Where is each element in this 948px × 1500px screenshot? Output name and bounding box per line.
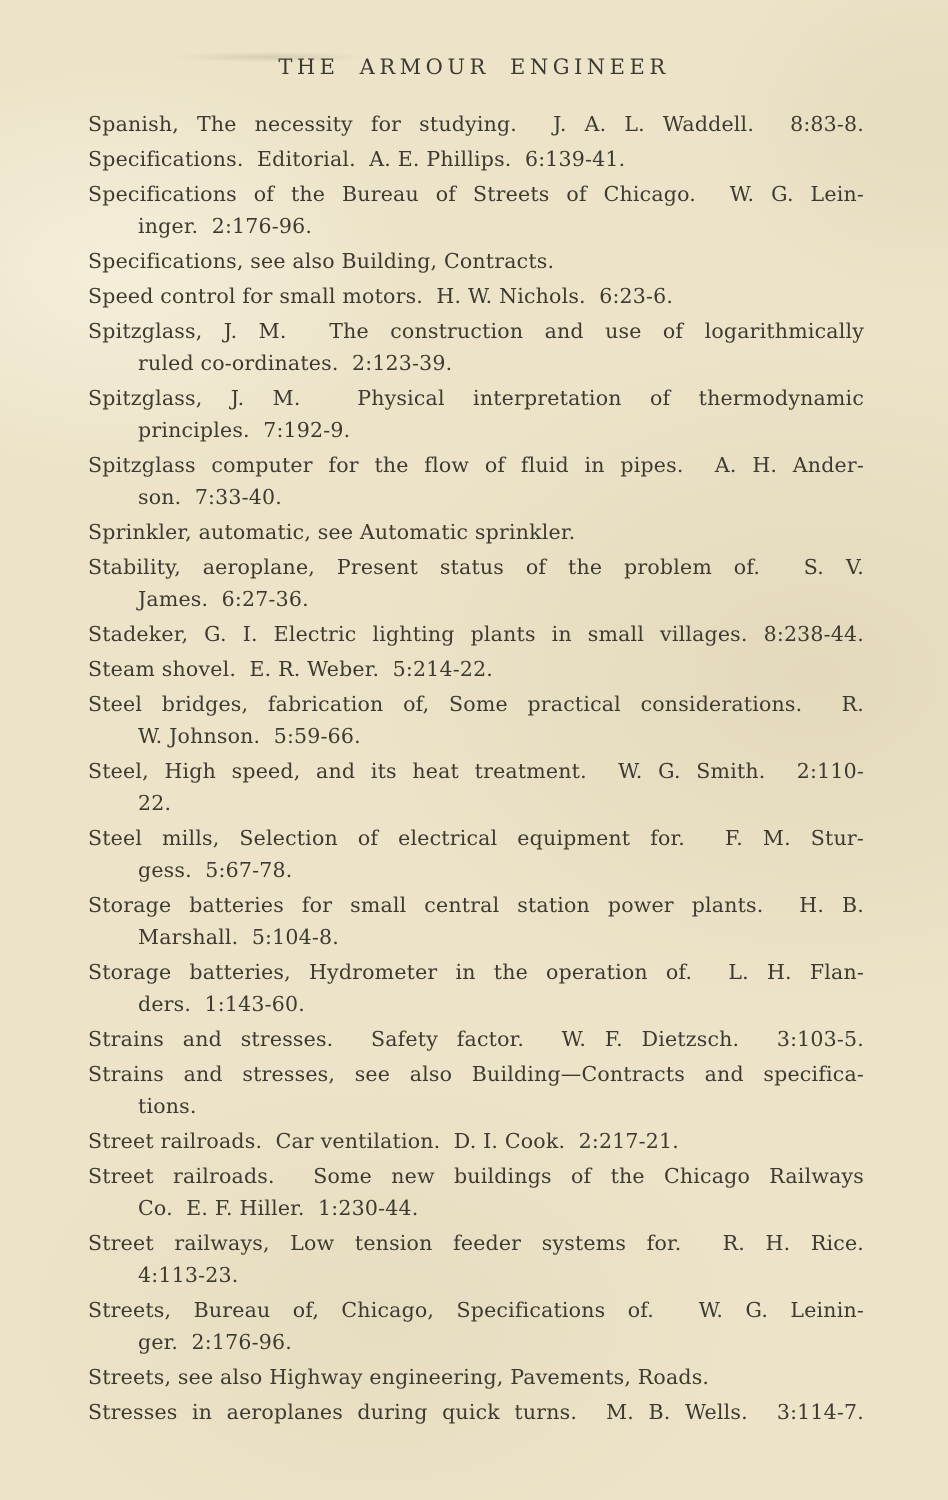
entry-line: Streets, Bureau of, Chicago, Specifications of. W. G. Leinin- bbox=[88, 1298, 864, 1322]
entry-line: Stadeker, G. I. Electric lighting plants in small villages. 8:238-44. bbox=[88, 622, 864, 646]
entry-continuation-line: ders. 1:143-60. bbox=[138, 992, 305, 1016]
index-entry bbox=[88, 143, 864, 175]
index-entry bbox=[88, 516, 864, 548]
index-entries bbox=[88, 108, 864, 1428]
entry-line: Street railroads. Car ventilation. D. I. Cook. 2:217-21. bbox=[88, 1129, 680, 1153]
entry-line: Speed control for small motors. H. W. Nichols. 6:23-6. bbox=[88, 284, 674, 308]
index-entry bbox=[88, 178, 864, 242]
entry-line: Spitzglass, J. M. The construction and use of logarithmically bbox=[88, 319, 864, 343]
index-entry bbox=[88, 551, 864, 615]
entry-continuation-line: 4:113-23. bbox=[138, 1263, 239, 1287]
index-entry bbox=[88, 245, 864, 277]
entry-line: Spanish, The necessity for studying. J. A. L. Waddell. 8:83-8. bbox=[88, 112, 864, 136]
index-entry bbox=[88, 1227, 864, 1291]
entry-line: Stability, aeroplane, Present status of the problem of. S. V. bbox=[88, 555, 864, 579]
entry-line: Street railroads. Some new buildings of the Chicago Railways bbox=[88, 1164, 864, 1188]
entry-continuation-line: Marshall. 5:104-8. bbox=[138, 925, 339, 949]
entry-continuation-line: James. 6:27-36. bbox=[138, 587, 309, 611]
entry-continuation-line: W. Johnson. 5:59-66. bbox=[138, 724, 361, 748]
entry-line: Street railways, Low tension feeder systems for. R. H. Rice. bbox=[88, 1231, 864, 1255]
index-entry bbox=[88, 108, 864, 140]
entry-continuation-line: gess. 5:67-78. bbox=[138, 858, 293, 882]
entry-line: Strains and stresses. Safety factor. W. F. Dietzsch. 3:103-5. bbox=[88, 1027, 864, 1051]
index-entry bbox=[88, 688, 864, 752]
index-entry bbox=[88, 382, 864, 446]
index-entry bbox=[88, 1361, 864, 1393]
index-entry bbox=[88, 889, 864, 953]
entry-continuation-line: son. 7:33-40. bbox=[138, 485, 282, 509]
index-entry bbox=[88, 822, 864, 886]
journal-title: THE ARMOUR ENGINEER bbox=[278, 55, 670, 79]
entry-line: Specifications. Editorial. A. E. Phillips. 6:139-41. bbox=[88, 147, 626, 171]
index-entry bbox=[88, 653, 864, 685]
index-entry bbox=[88, 449, 864, 513]
entry-line: Streets, see also Highway engineering, Pavements, Roads. bbox=[88, 1365, 710, 1389]
entry-line: Steam shovel. E. R. Weber. 5:214-22. bbox=[88, 657, 494, 681]
index-entry bbox=[88, 1396, 864, 1428]
index-entry bbox=[88, 1023, 864, 1055]
index-entry bbox=[88, 280, 864, 312]
entry-continuation-line: 22. bbox=[138, 791, 172, 815]
entry-line: Steel bridges, fabrication of, Some practical considerations. R. bbox=[88, 692, 864, 716]
entry-line: Spitzglass computer for the flow of fluid in pipes. A. H. Ander- bbox=[88, 453, 864, 477]
entry-continuation-line: ruled co-ordinates. 2:123-39. bbox=[138, 351, 453, 375]
index-entry bbox=[88, 1160, 864, 1224]
entry-continuation-line: inger. 2:176-96. bbox=[138, 214, 313, 238]
index-entry bbox=[88, 315, 864, 379]
entry-line: Stresses in aeroplanes during quick turns. M. B. Wells. 3:114-7. bbox=[88, 1400, 864, 1424]
entry-line: Storage batteries, Hydrometer in the operation of. L. H. Flan- bbox=[88, 960, 864, 984]
entry-line: Spitzglass, J. M. Physical interpretation of thermodynamic bbox=[88, 386, 864, 410]
entry-line: Storage batteries for small central station power plants. H. B. bbox=[88, 893, 864, 917]
index-entry bbox=[88, 755, 864, 819]
index-entry bbox=[88, 618, 864, 650]
index-entry bbox=[88, 1058, 864, 1122]
entry-continuation-line: ger. 2:176-96. bbox=[138, 1330, 292, 1354]
index-entry bbox=[88, 956, 864, 1020]
entry-line: Steel mills, Selection of electrical equipment for. F. M. Stur- bbox=[88, 826, 864, 850]
entry-line: Strains and stresses, see also Building—Contracts and specifica- bbox=[88, 1062, 864, 1086]
entry-line: Specifications of the Bureau of Streets of Chicago. W. G. Lein- bbox=[88, 182, 864, 206]
entry-line: Steel, High speed, and its heat treatment. W. G. Smith. 2:110- bbox=[88, 759, 864, 783]
entry-line: Specifications, see also Building, Contracts. bbox=[88, 249, 555, 273]
entry-continuation-line: principles. 7:192-9. bbox=[138, 418, 351, 442]
index-entry bbox=[88, 1125, 864, 1157]
index-entry bbox=[88, 1294, 864, 1358]
entry-continuation-line: Co. E. F. Hiller. 1:230-44. bbox=[138, 1196, 419, 1220]
page-header bbox=[0, 0, 948, 82]
entry-line: Sprinkler, automatic, see Automatic sprinkler. bbox=[88, 520, 576, 544]
entry-continuation-line: tions. bbox=[138, 1094, 197, 1118]
